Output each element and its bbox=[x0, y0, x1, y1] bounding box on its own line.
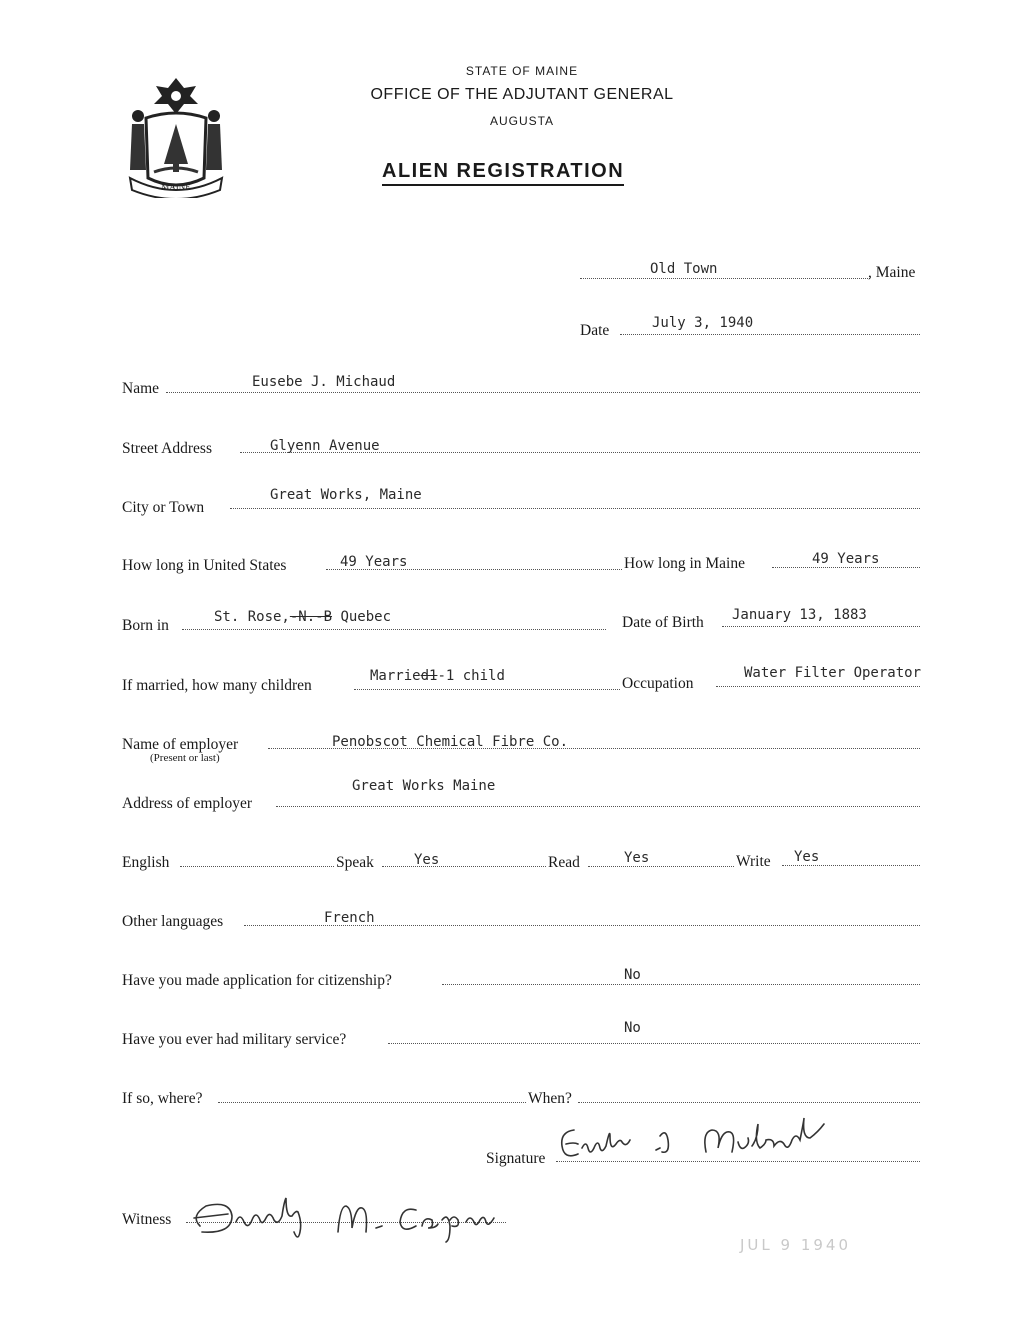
name-line bbox=[166, 392, 920, 393]
how-long-maine-label: How long in Maine bbox=[624, 555, 745, 572]
received-stamp: JUL 9 1940 bbox=[740, 1236, 852, 1254]
name-label: Name bbox=[122, 380, 160, 397]
write-value: Yes bbox=[794, 849, 820, 865]
town-value: Old Town bbox=[650, 261, 718, 277]
children-line bbox=[354, 689, 620, 690]
town-line bbox=[580, 278, 870, 279]
dob-label: Date of Birth bbox=[622, 614, 704, 631]
speak-label: Speak bbox=[336, 854, 374, 871]
street-value: Glyenn Avenue bbox=[270, 438, 380, 454]
maine-state-seal bbox=[124, 74, 228, 198]
english-label: English bbox=[122, 854, 170, 871]
header-office: OFFICE OF THE ADJUTANT GENERAL bbox=[370, 86, 674, 103]
born-in-value bbox=[214, 609, 391, 625]
other-languages-value: French bbox=[324, 910, 375, 926]
signature-label: Signature bbox=[486, 1150, 546, 1167]
occupation-value: Water Filter Operator bbox=[744, 665, 922, 681]
dob-value: January 13, 1883 bbox=[732, 607, 867, 623]
form-title: ALIEN REGISTRATION bbox=[382, 160, 624, 186]
date-value: July 3, 1940 bbox=[652, 315, 754, 331]
employer-address-value: Great Works Maine bbox=[352, 778, 496, 794]
military-value: No bbox=[624, 1020, 641, 1036]
city-label: City or Town bbox=[122, 499, 205, 516]
employer-address-line bbox=[276, 806, 920, 807]
children-label: If married, how many children bbox=[122, 677, 312, 694]
witness-signature bbox=[188, 1188, 528, 1248]
name-value: Eusebe J. Michaud bbox=[252, 374, 396, 390]
english-line bbox=[180, 866, 334, 867]
citizenship-value: No bbox=[624, 967, 641, 983]
date-line bbox=[620, 334, 920, 335]
employer-sublabel: (Present or last) bbox=[150, 752, 220, 764]
maine-suffix-label: , Maine bbox=[868, 264, 916, 281]
other-languages-label: Other languages bbox=[122, 913, 224, 930]
witness-label: Witness bbox=[122, 1211, 172, 1228]
how-long-maine-value: 49 Years bbox=[812, 551, 880, 567]
born-in-struck: -N.-B bbox=[289, 609, 333, 625]
occupation-line bbox=[716, 686, 920, 687]
registrant-signature bbox=[556, 1118, 886, 1168]
born-in-label: Born in bbox=[122, 617, 169, 634]
citizenship-label: Have you made application for citizenship? bbox=[122, 972, 392, 989]
citizenship-line bbox=[442, 984, 920, 985]
street-label: Street Address bbox=[122, 440, 212, 457]
children-value bbox=[370, 668, 505, 684]
where-label: If so, where? bbox=[122, 1090, 203, 1107]
date-label: Date bbox=[580, 322, 610, 339]
write-label: Write bbox=[736, 853, 771, 870]
employer-value: Penobscot Chemical Fibre Co. bbox=[332, 734, 569, 750]
born-in-part-a: St. Rose, bbox=[214, 609, 290, 625]
employer-label: Name of employer bbox=[122, 736, 239, 753]
military-label: Have you ever had military service? bbox=[122, 1031, 347, 1048]
employer-address-label: Address of employer bbox=[122, 795, 252, 812]
how-long-us-label: How long in United States bbox=[122, 557, 287, 574]
dob-line bbox=[722, 626, 920, 627]
seal-banner-text: MAINE bbox=[161, 182, 191, 192]
military-line bbox=[388, 1043, 920, 1044]
speak-line bbox=[382, 866, 546, 867]
read-line bbox=[588, 866, 734, 867]
write-line bbox=[782, 865, 920, 866]
header-state: STATE OF MAINE bbox=[465, 64, 579, 78]
how-long-maine-line bbox=[772, 567, 920, 568]
children-part-b: -1 child bbox=[437, 668, 505, 684]
children-part-a: Marrie bbox=[370, 668, 421, 684]
read-label: Read bbox=[548, 854, 580, 871]
city-line bbox=[230, 508, 920, 509]
when-line bbox=[578, 1102, 920, 1103]
speak-value: Yes bbox=[414, 852, 440, 868]
how-long-us-value: 49 Years bbox=[340, 554, 408, 570]
born-in-part-b: Quebec bbox=[332, 609, 392, 625]
born-in-line bbox=[182, 629, 606, 630]
where-line bbox=[218, 1102, 526, 1103]
children-struck: d1 bbox=[420, 668, 438, 684]
read-value: Yes bbox=[624, 850, 650, 866]
city-value: Great Works, Maine bbox=[270, 487, 422, 503]
when-label: When? bbox=[528, 1090, 572, 1107]
header-city: AUGUSTA bbox=[489, 114, 555, 128]
occupation-label: Occupation bbox=[622, 675, 694, 692]
